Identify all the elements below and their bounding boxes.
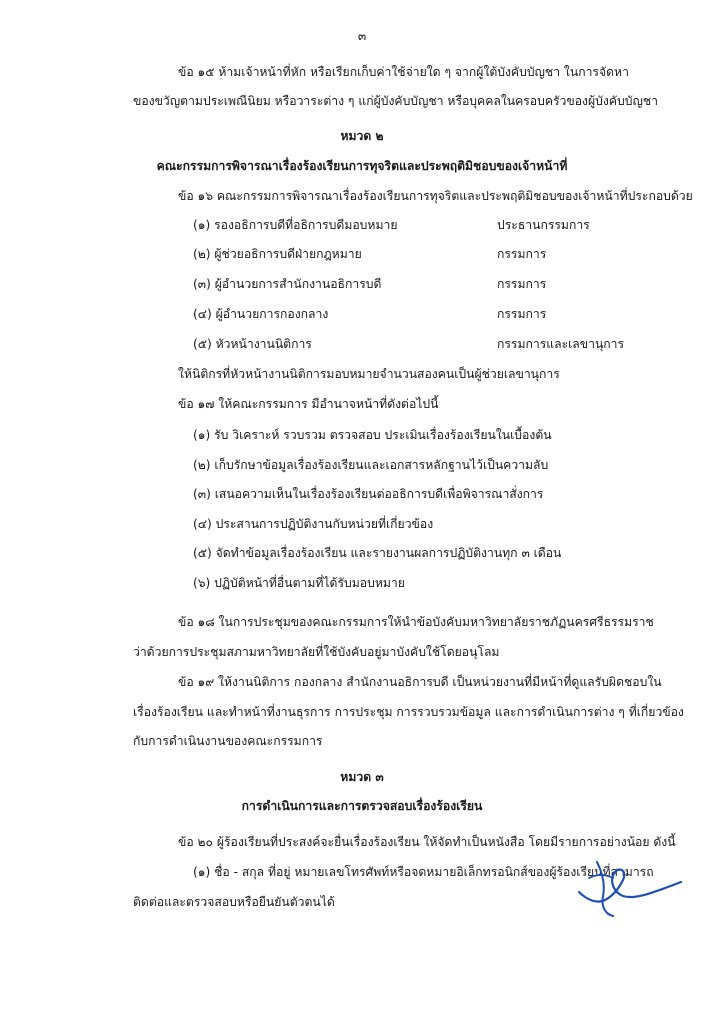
signature-stroke — [579, 870, 681, 902]
page-number: ๓ — [357, 29, 367, 43]
clause-20-item-1-line-2: ติดต่อและตรวจสอบหรือยืนยันตัวตนได้ — [133, 895, 335, 909]
duty-item: (๕) จัดทำข้อมูลเรื่องร้องเรียน และรายงานผลการปฏิบัติงานทุก ๓ เดือน — [193, 546, 562, 560]
clause-19-line-3: กับการดำเนินงานของคณะกรรมการ — [133, 734, 323, 748]
duty-item: (๑) รับ วิเคราะห์ รวบรวม ตรวจสอบ ประเมินเรื่องร้องเรียนในเบื้องต้น — [193, 428, 552, 442]
duty-item: (๔) ประสานการปฏิบัติงานกับหน่วยที่เกี่ยวข้อง — [193, 517, 434, 531]
member-role: กรรมการ — [497, 277, 547, 291]
member-name: (๔) ผู้อำนวยการกองกลาง — [193, 307, 329, 321]
duty-item: (๖) ปฏิบัติหน้าที่อื่นตามที่ได้รับมอบหมาย — [193, 576, 405, 590]
signature-stroke — [589, 875, 613, 878]
member-name: (๓) ผู้อำนวยการสำนักงานอธิการบดี — [193, 277, 382, 291]
duty-item: (๒) เก็บรักษาข้อมูลเรื่องร้องเรียนและเอกสารหลักฐานไว้เป็นความลับ — [193, 458, 549, 472]
clause-16-closing: ให้นิติกรที่หัวหน้างานนิติการมอบหมายจำนวนสองคนเป็นผู้ช่วยเลขานุการ — [178, 367, 560, 381]
member-role: กรรมการ — [497, 307, 547, 321]
clause-19-line-2: เรื่องร้องเรียน และทำหน้าที่งานธุรการ การประชุม การรวบรวมข้อมูล และการดำเนินการต่าง ๆ ที่เกี่ยวข้อง — [133, 705, 684, 719]
clause-17-intro: ข้อ ๑๗ ให้คณะกรรมการ มีอำนาจหน้าที่ดังต่อไปนี้ — [178, 397, 439, 411]
clause-18-line-1: ข้อ ๑๘ ในการประชุมของคณะกรรมการให้นำข้อบังคับมหาวิทยาลัยราชภัฏนครศรีธรรมราช — [178, 615, 654, 629]
clause-20-item-1-line-1: (๑) ชื่อ - สกุล ที่อยู่ หมายเลขโทรศัพท์หรือจดหมายอิเล็กทรอนิกส์ของผู้ร้องเรียนที่สามารถ — [193, 865, 654, 879]
duty-item: (๓) เสนอความเห็นในเรื่องร้องเรียนต่ออธิการบดีเพื่อพิจารณาสั่งการ — [193, 487, 544, 501]
chapter-2-heading: หมวด ๒ — [340, 129, 384, 143]
clause-19-line-1: ข้อ ๑๙ ให้งานนิติการ กองกลาง สำนักงานอธิการบดี เป็นหน่วยงานที่มีหน้าที่ดูแลรับผิดชอบใน — [178, 675, 662, 689]
member-role: กรรมการ — [497, 247, 547, 261]
clause-16-intro: ข้อ ๑๖ คณะกรรมการพิจารณาเรื่องร้องเรียนการทุจริตและประพฤติมิชอบของเจ้าหน้าที่ประกอบด้วย — [178, 189, 693, 203]
member-name: (๒) ผู้ช่วยอธิการบดีฝ่ายกฎหมาย — [193, 247, 362, 261]
chapter-3-heading: หมวด ๓ — [340, 770, 384, 784]
signature-stroke — [597, 862, 613, 916]
member-role: ประธานกรรมการ — [497, 218, 590, 232]
member-name: (๕) หัวหน้างานนิติการ — [193, 337, 312, 351]
clause-15-line-1: ข้อ ๑๕ ห้ามเจ้าหน้าที่หัก หรือเรียกเก็บค่าใช้จ่ายใด ๆ จากผู้ใต้บังคับบัญชา ในการจัดหา — [178, 65, 629, 79]
clause-20-intro: ข้อ ๒๐ ผู้ร้องเรียนที่ประสงค์จะยื่นเรื่องร้องเรียน ให้จัดทำเป็นหนังสือ โดยมีรายการอย่างน้อย ดังนี้ — [178, 835, 676, 849]
chapter-2-title: คณะกรรมการพิจารณาเรื่องร้องเรียนการทุจริตและประพฤติมิชอบของเจ้าหน้าที่ — [156, 159, 568, 173]
clause-15-line-2: ของขวัญตามประเพณีนิยม หรือวาระต่าง ๆ แก่ผู้บังคับบัญชา หรือบุคคลในครอบครัวของผู้บังคับบัญชา — [133, 94, 658, 108]
member-role: กรรมการและเลขานุการ — [497, 337, 625, 351]
signature-icon — [575, 852, 685, 922]
member-name: (๑) รองอธิการบดีที่อธิการบดีมอบหมาย — [193, 218, 398, 232]
clause-18-line-2: ว่าด้วยการประชุมสภามหาวิทยาลัยที่ใช้บังคับอยู่มาบังคับใช้โดยอนุโลม — [133, 645, 500, 659]
chapter-3-title: การดำเนินการและการตรวจสอบเรื่องร้องเรียน — [241, 799, 483, 813]
